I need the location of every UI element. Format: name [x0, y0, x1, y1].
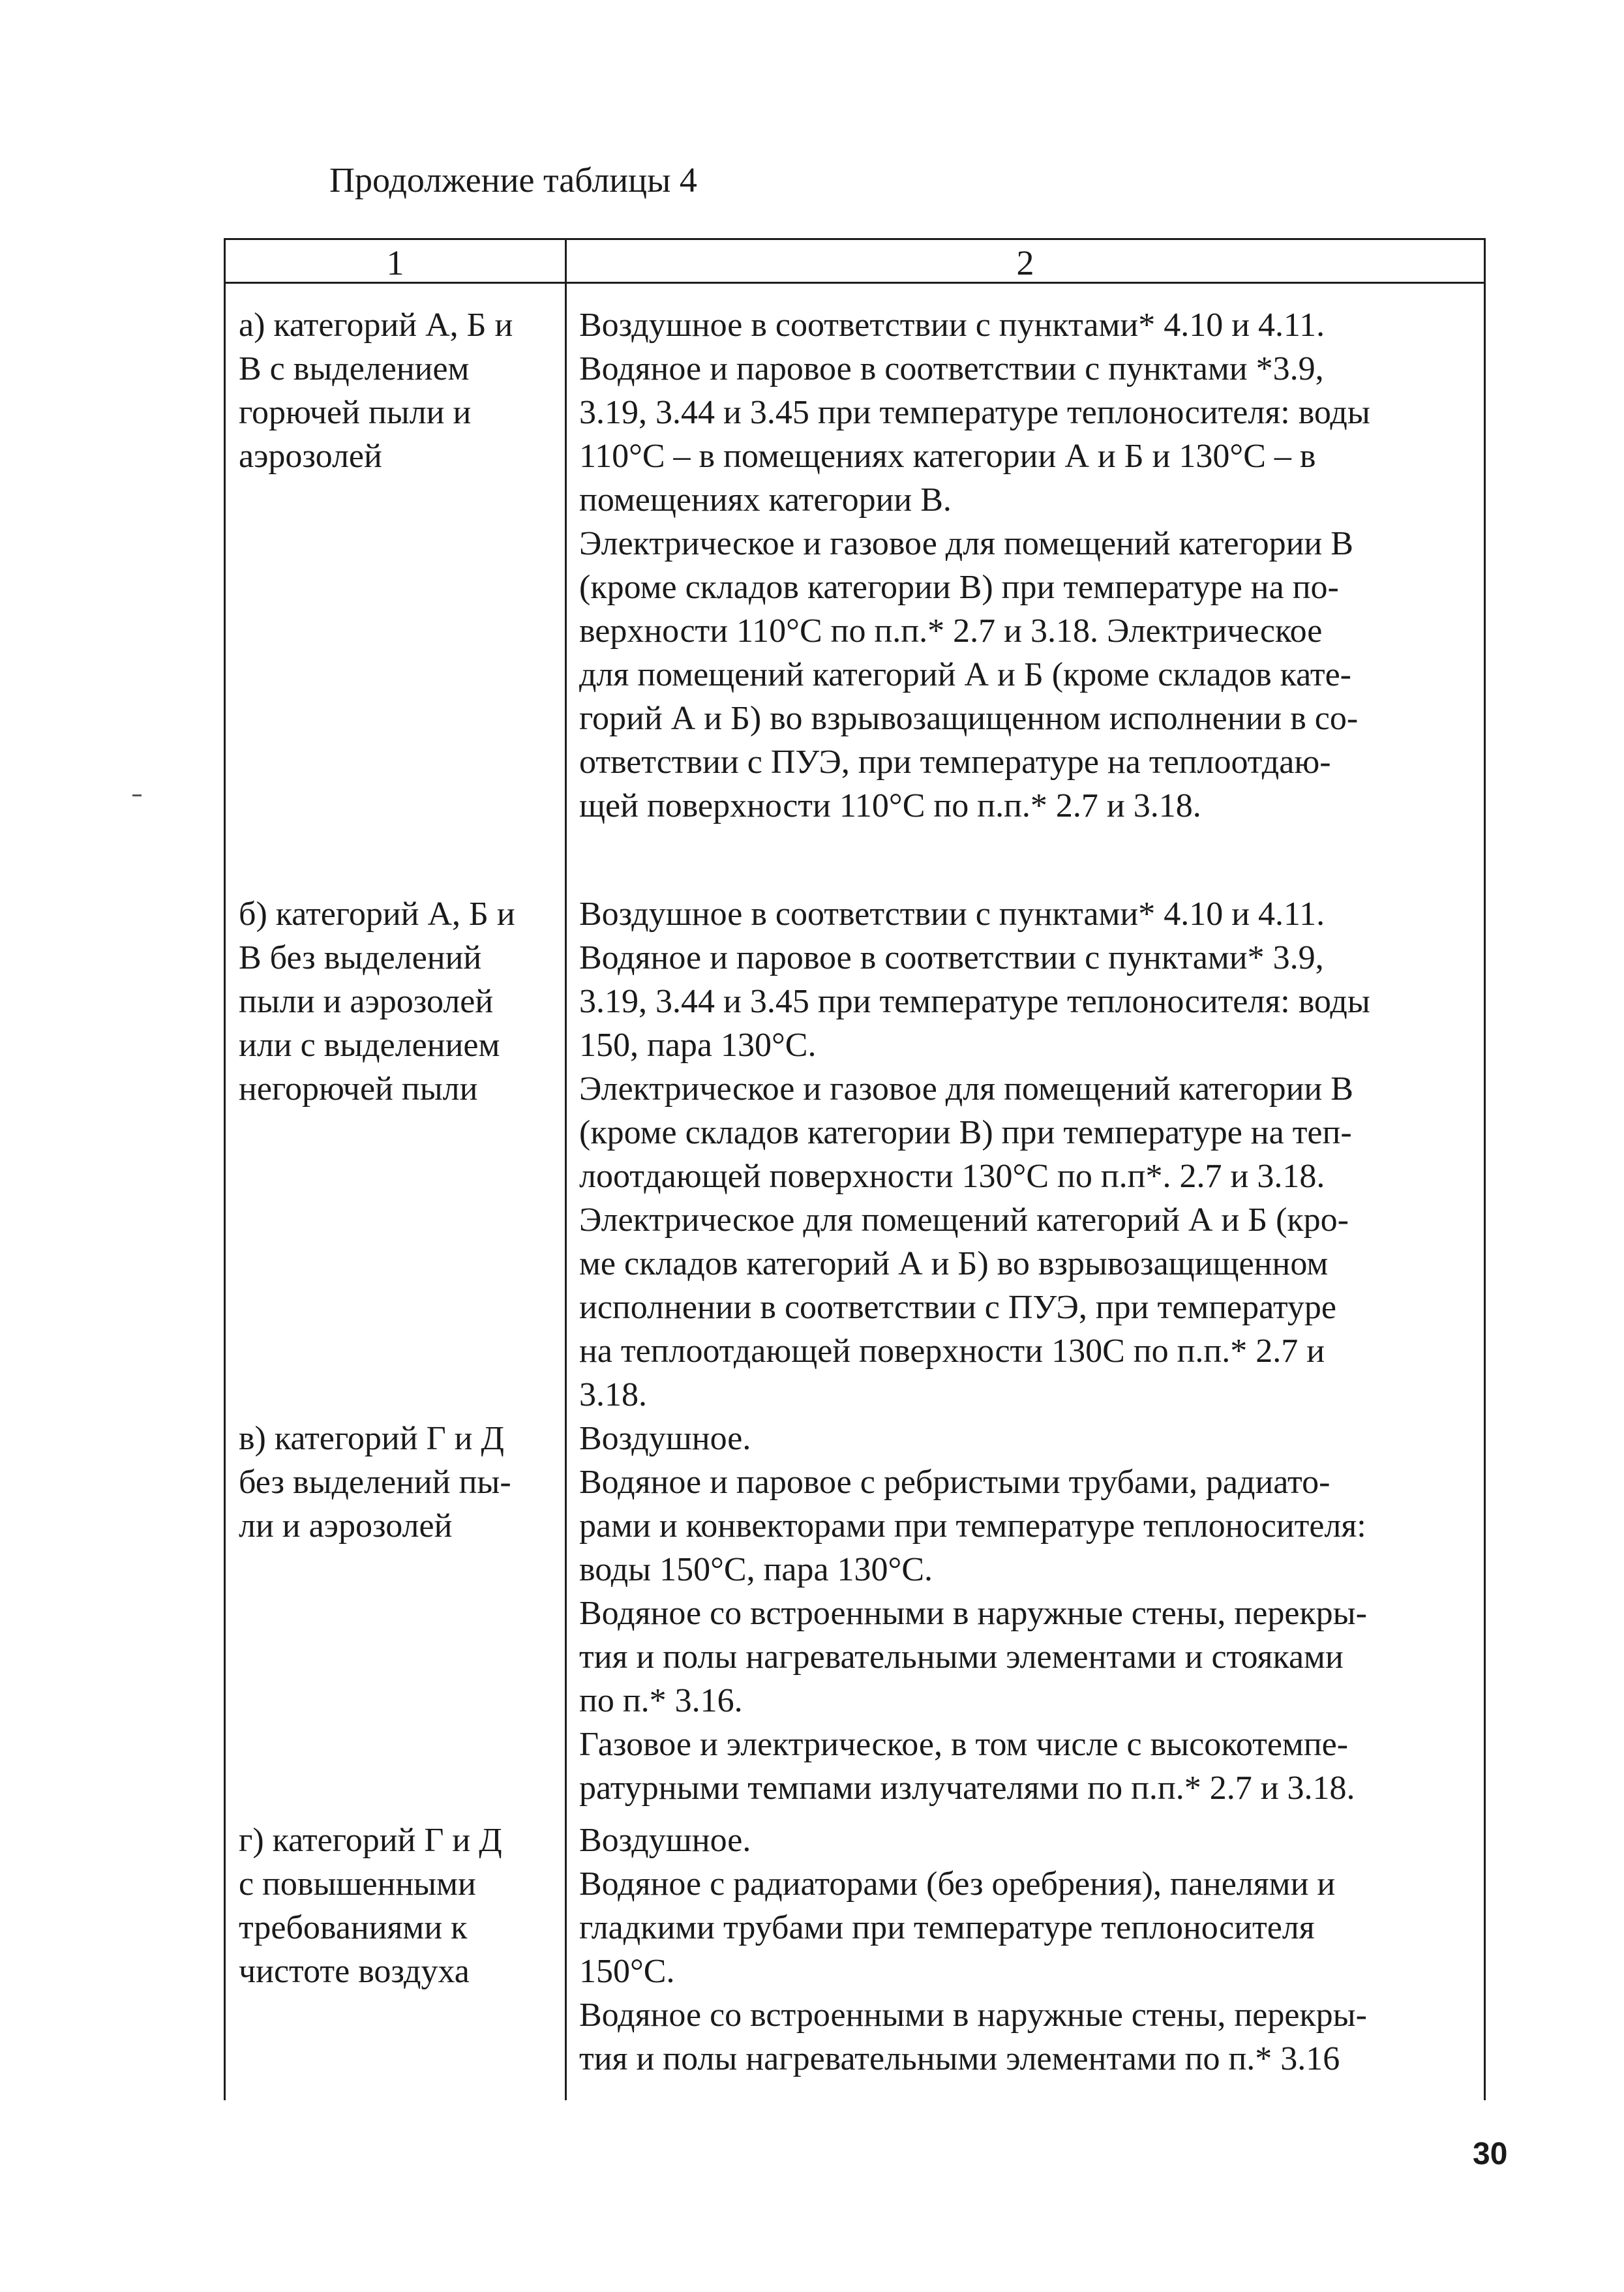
- row-description: Воздушное. Водяное и паровое с ребристыми трубами, радиато- рами и конвекторами при температуре теплоносителя: воды 150°С, пара 130°С. Водяное со встроенными в наружные стены, перекры- тия и полы нагревательными элементами и стояками по п.* 3.16. Газовое и электрическое, в том числе с высокотемпе- ратурными темпами излучателями по п.п.* 2.7 и 3.18.: [579, 1420, 1367, 1807]
- column-divider: [565, 240, 567, 2100]
- row-category: г) категорий Г и Д с повышенными требованиями к чистоте воздуха: [239, 1822, 502, 1990]
- row-description: Воздушное. Водяное с радиаторами (без оребрения), панелями и гладкими трубами при температуре теплоносителя 150°С. Водяное со встроенными в наружные стены, перекры- тия и полы нагревательными элементами по п.* 3.16: [579, 1822, 1367, 2077]
- margin-mark: [132, 794, 142, 796]
- row-category: а) категорий А, Б и В с выделением горючей пыли и аэрозолей: [239, 307, 513, 475]
- header-col-2: 2: [1016, 243, 1034, 282]
- row-category: в) категорий Г и Д без выделений пы- ли и аэрозолей: [239, 1420, 511, 1545]
- row-category: б) категорий А, Б и В без выделений пыли и аэрозолей или с выделением негорючей пыли: [239, 896, 515, 1108]
- header-col-1: 1: [386, 243, 404, 282]
- row-description: Воздушное в соответствии с пунктами* 4.10 и 4.11. Водяное и паровое в соответствии с пунктами *3.9, 3.19, 3.44 и 3.45 при температуре теплоносителя: воды 110°С – в помещениях категории А и Б и 130°С – в помещениях категории В. Электрическое и газовое для помещений категории В (кроме складов категории В) при температуре на по- верхности 110°С по п.п.* 2.7 и 3.18. Электрическое для помещений категорий А и Б (кроме складов кате- горий А и Б) во взрывозащищенном исполнении в со- ответствии с ПУЭ, при температуре на теплоотдаю- щей поверхности 110°С по п.п.* 2.7 и 3.18.: [579, 307, 1370, 824]
- row-description: Воздушное в соответствии с пунктами* 4.10 и 4.11. Водяное и паровое в соответствии с пунктами* 3.9, 3.19, 3.44 и 3.45 при температуре теплоносителя: воды 150, пара 130°С. Электрическое и газовое для помещений категории В (кроме складов категории В) при температуре на теп- лоотдающей поверхности 130°С по п.п*. 2.7 и 3.18. Электрическое для помещений категорий А и Б (кро- ме складов категорий А и Б) во взрывозащищенном исполнении в соответствии с ПУЭ, при температуре на теплоотдающей поверхности 130С по п.п.* 2.7 и 3.18.: [579, 896, 1370, 1413]
- table-caption: Продолжение таблицы 4: [329, 160, 697, 200]
- page-number: 30: [1473, 2137, 1508, 2171]
- table-header: [226, 240, 1484, 284]
- heating-table: [224, 238, 1486, 2100]
